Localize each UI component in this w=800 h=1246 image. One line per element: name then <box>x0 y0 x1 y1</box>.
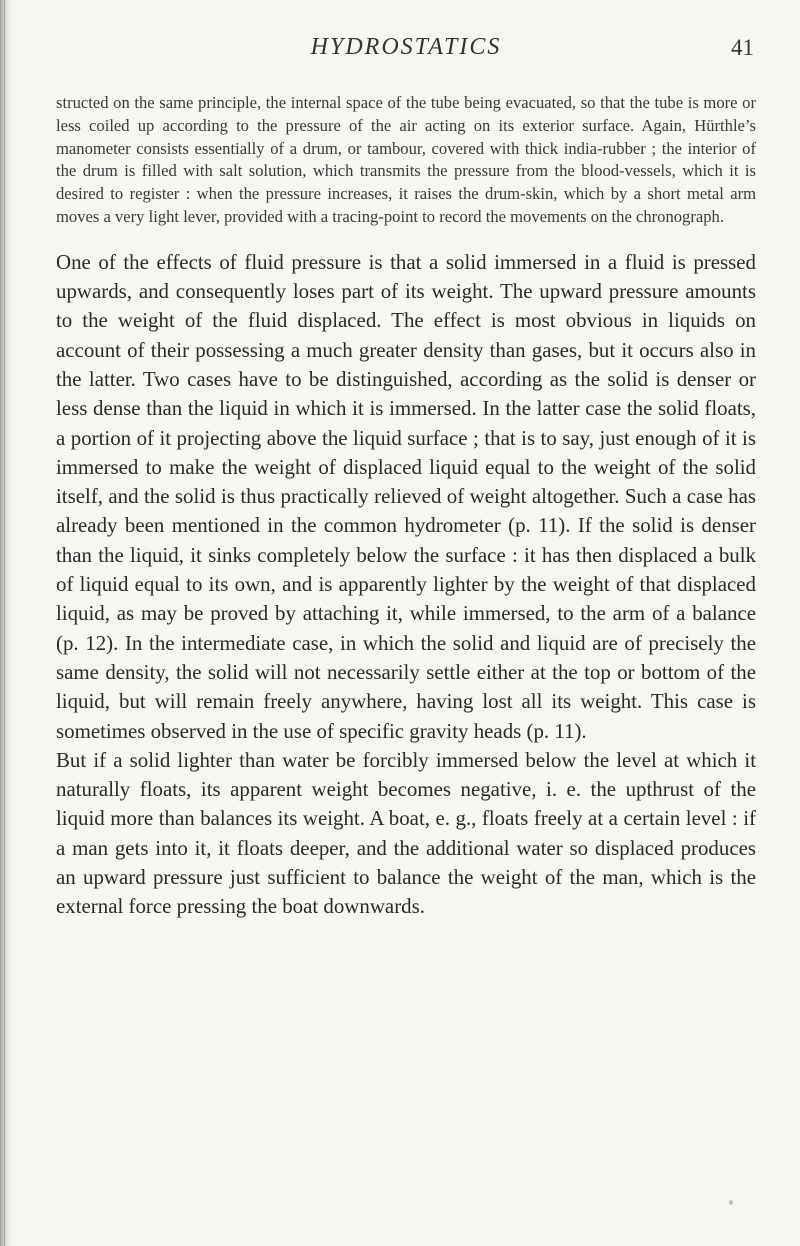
paper-speck <box>729 1200 733 1205</box>
body-paragraph-forced-immersion: But if a solid lighter than water be forcibly immersed below the level at which it naturally floats, its apparent weight becomes negative, i. e. the upthrust of the liquid more than balances its weight. A boat, e. g., floats freely at a certain level : if a man gets into it, it floats deeper, and the additional water so displaced produces an upward pressure just sufficient to balance the weight of the man, which is the external force pressing the boat downwards. <box>56 747 756 919</box>
page-header <box>56 34 756 74</box>
body-paragraph-buoyancy: One of the effects of fluid pressure is that a solid immersed in a fluid is pressed upwards, and consequently loses part of its weight. The upward pressure amounts to the weight of the fluid displaced. The effect is most obvious in liquids on account of their possessing a much greater density than gases, but it occurs also in the latter. Two cases have to be distinguished, according as the solid is denser or less dense than the liquid in which it is immersed. In the latter case the solid floats, a portion of it projecting above the liquid surface ; that is to say, just enough of it is immersed to make the weight of displaced liquid equal to the weight of the solid itself, and the solid is thus practically relieved of weight altogether. Such a case has already been mentioned in the common hydrometer (p. 11). If the solid is denser than the liquid, it sinks completely below the surface : it has then displaced a bulk of liquid equal to its own, and is apparently lighter by the weight of that displaced liquid, as may be proved by attaching it, while immersed, to the arm of a balance (p. 12). In the intermediate case, in which the solid and liquid are of precisely the same density, the solid will not necessarily settle either at the top or bottom of the liquid, but will remain freely anywhere, having lost all its weight. This case is sometimes observed in the use of specific gravity heads (p. 11). <box>56 249 756 743</box>
running-head: HYDROSTATICS <box>310 34 502 60</box>
page-binding-line <box>4 0 5 1246</box>
page-binding-edge <box>0 0 12 1246</box>
page-number: 41 <box>731 35 754 60</box>
small-print-paragraph: structed on the same principle, the internal space of the tube being evacuated, so that the tube is more or less coiled up according to the pressure of the air acting on its exterior surface. Again, Hürthle’s manometer consists essentially of a drum, or tambour, covered with thick india-rubber ; the interior of the drum is filled with salt solution, which transmits the pressure from the blood-vessels, which it is desired to register : when the pressure increases, it raises the drum-skin, which by a short metal arm moves a very light lever, provided with a tracing-point to record the movements on the chronograph. <box>56 93 756 226</box>
book-page <box>56 34 756 922</box>
main-body <box>56 248 756 922</box>
